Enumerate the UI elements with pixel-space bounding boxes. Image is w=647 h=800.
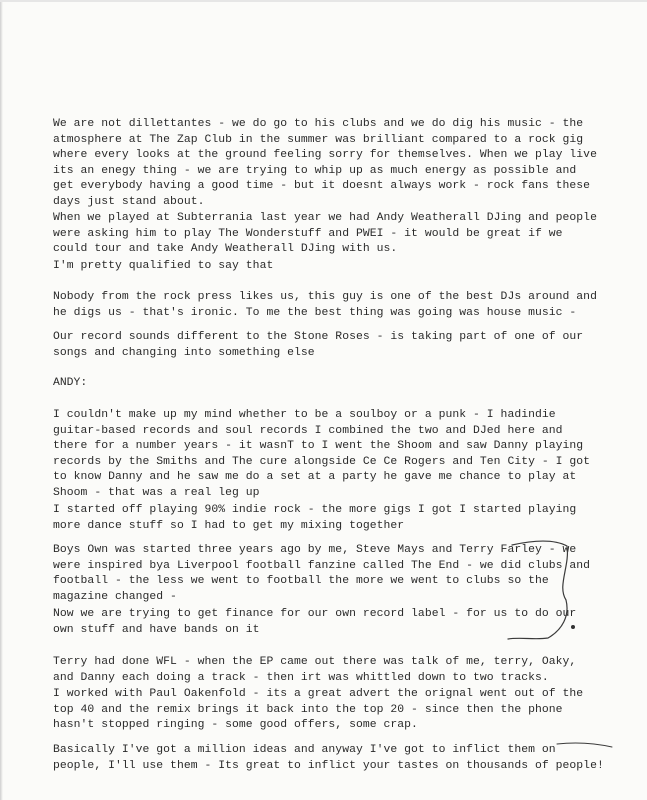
section-heading-andy: ANDY:: [53, 377, 88, 389]
paragraph-subterrania: When we played at Subterrania last year we had Andy Weatherall DJing and people were asking him to play The Wonderstuff and PWEI - it would be great if we could tour and take Andy Weatherall DJing with us.: [53, 212, 597, 256]
paragraph-soulboy: I couldn't make up my mind whether to be a soulboy or a punk - I hadindie guitar-based records and soul records I combined the two and DJed here and there for a number years - it wasnT to I went the Shoom and saw Danny playing records by the Smiths and The cure alongside Ce Ce Rogers and Ten City - I got to know Danny and he saw me do a set at a party he gave me chance to play at Shoom - that was a real leg up: [53, 409, 591, 499]
ink-dot: [571, 625, 575, 629]
paragraph-rock-press: Nobody from the rock press likes us, this guy is one of the best DJs around and he digs us - that's ironic. To me the best thing was going was house music -: [53, 291, 597, 319]
bottom-right-pen-line: [557, 743, 612, 747]
margin-bracket-mark: [508, 541, 567, 639]
paragraph-record-label: Now we are trying to get finance for our own record label - for us to do our own stuff and have bands on it: [53, 608, 577, 636]
paragraph-dillettantes: We are not dillettantes - we do go to his clubs and we do dig his music - the atmosphere at The Zap Club in the summer was brilliant compared to a rock gig where every looks at the ground feeling sorry for themselves. When we play live its an enegy thing - we are trying to whip up as much energy as possible and get everybody having a good time - but it doesnt always work - rock fans these days just stand about.: [53, 118, 597, 208]
paragraph-million-ideas: Basically I've got a million ideas and anyway I've got to inflict them on people, I'll use them - Its great to inflict your tastes on thousands of people!: [53, 744, 604, 772]
paragraph-oakenfold: I worked with Paul Oakenfold - its a great advert the orignal went out of the top 40 and the remix brings it back into the top 20 - since then the phone hasn't stopped ringing - some good offers, some crap.: [53, 688, 584, 732]
paragraph-boys-own: Boys Own was started three years ago by me, Steve Mays and Terry Farley - we were inspired bya Liverpool football fanzine called The End - we did clubs and football - the less we went to football the more we went to clubs so the magazine changed -: [53, 544, 591, 603]
paragraph-qualified: I'm pretty qualified to say that: [53, 260, 274, 272]
paragraph-wfl: Terry had done WFL - when the EP came out there was talk of me, terry, Oaky, and Danny each doing a track - then irt was whittled down to two tracks.: [53, 656, 577, 684]
paragraph-indie-rock: I started off playing 90% indie rock - the more gigs I got I started playing more dance stuff so I had to get my mixing together: [53, 504, 577, 532]
paragraph-record-sounds: Our record sounds different to the Stone Roses - is taking part of one of our songs and changing into something else: [53, 331, 584, 359]
